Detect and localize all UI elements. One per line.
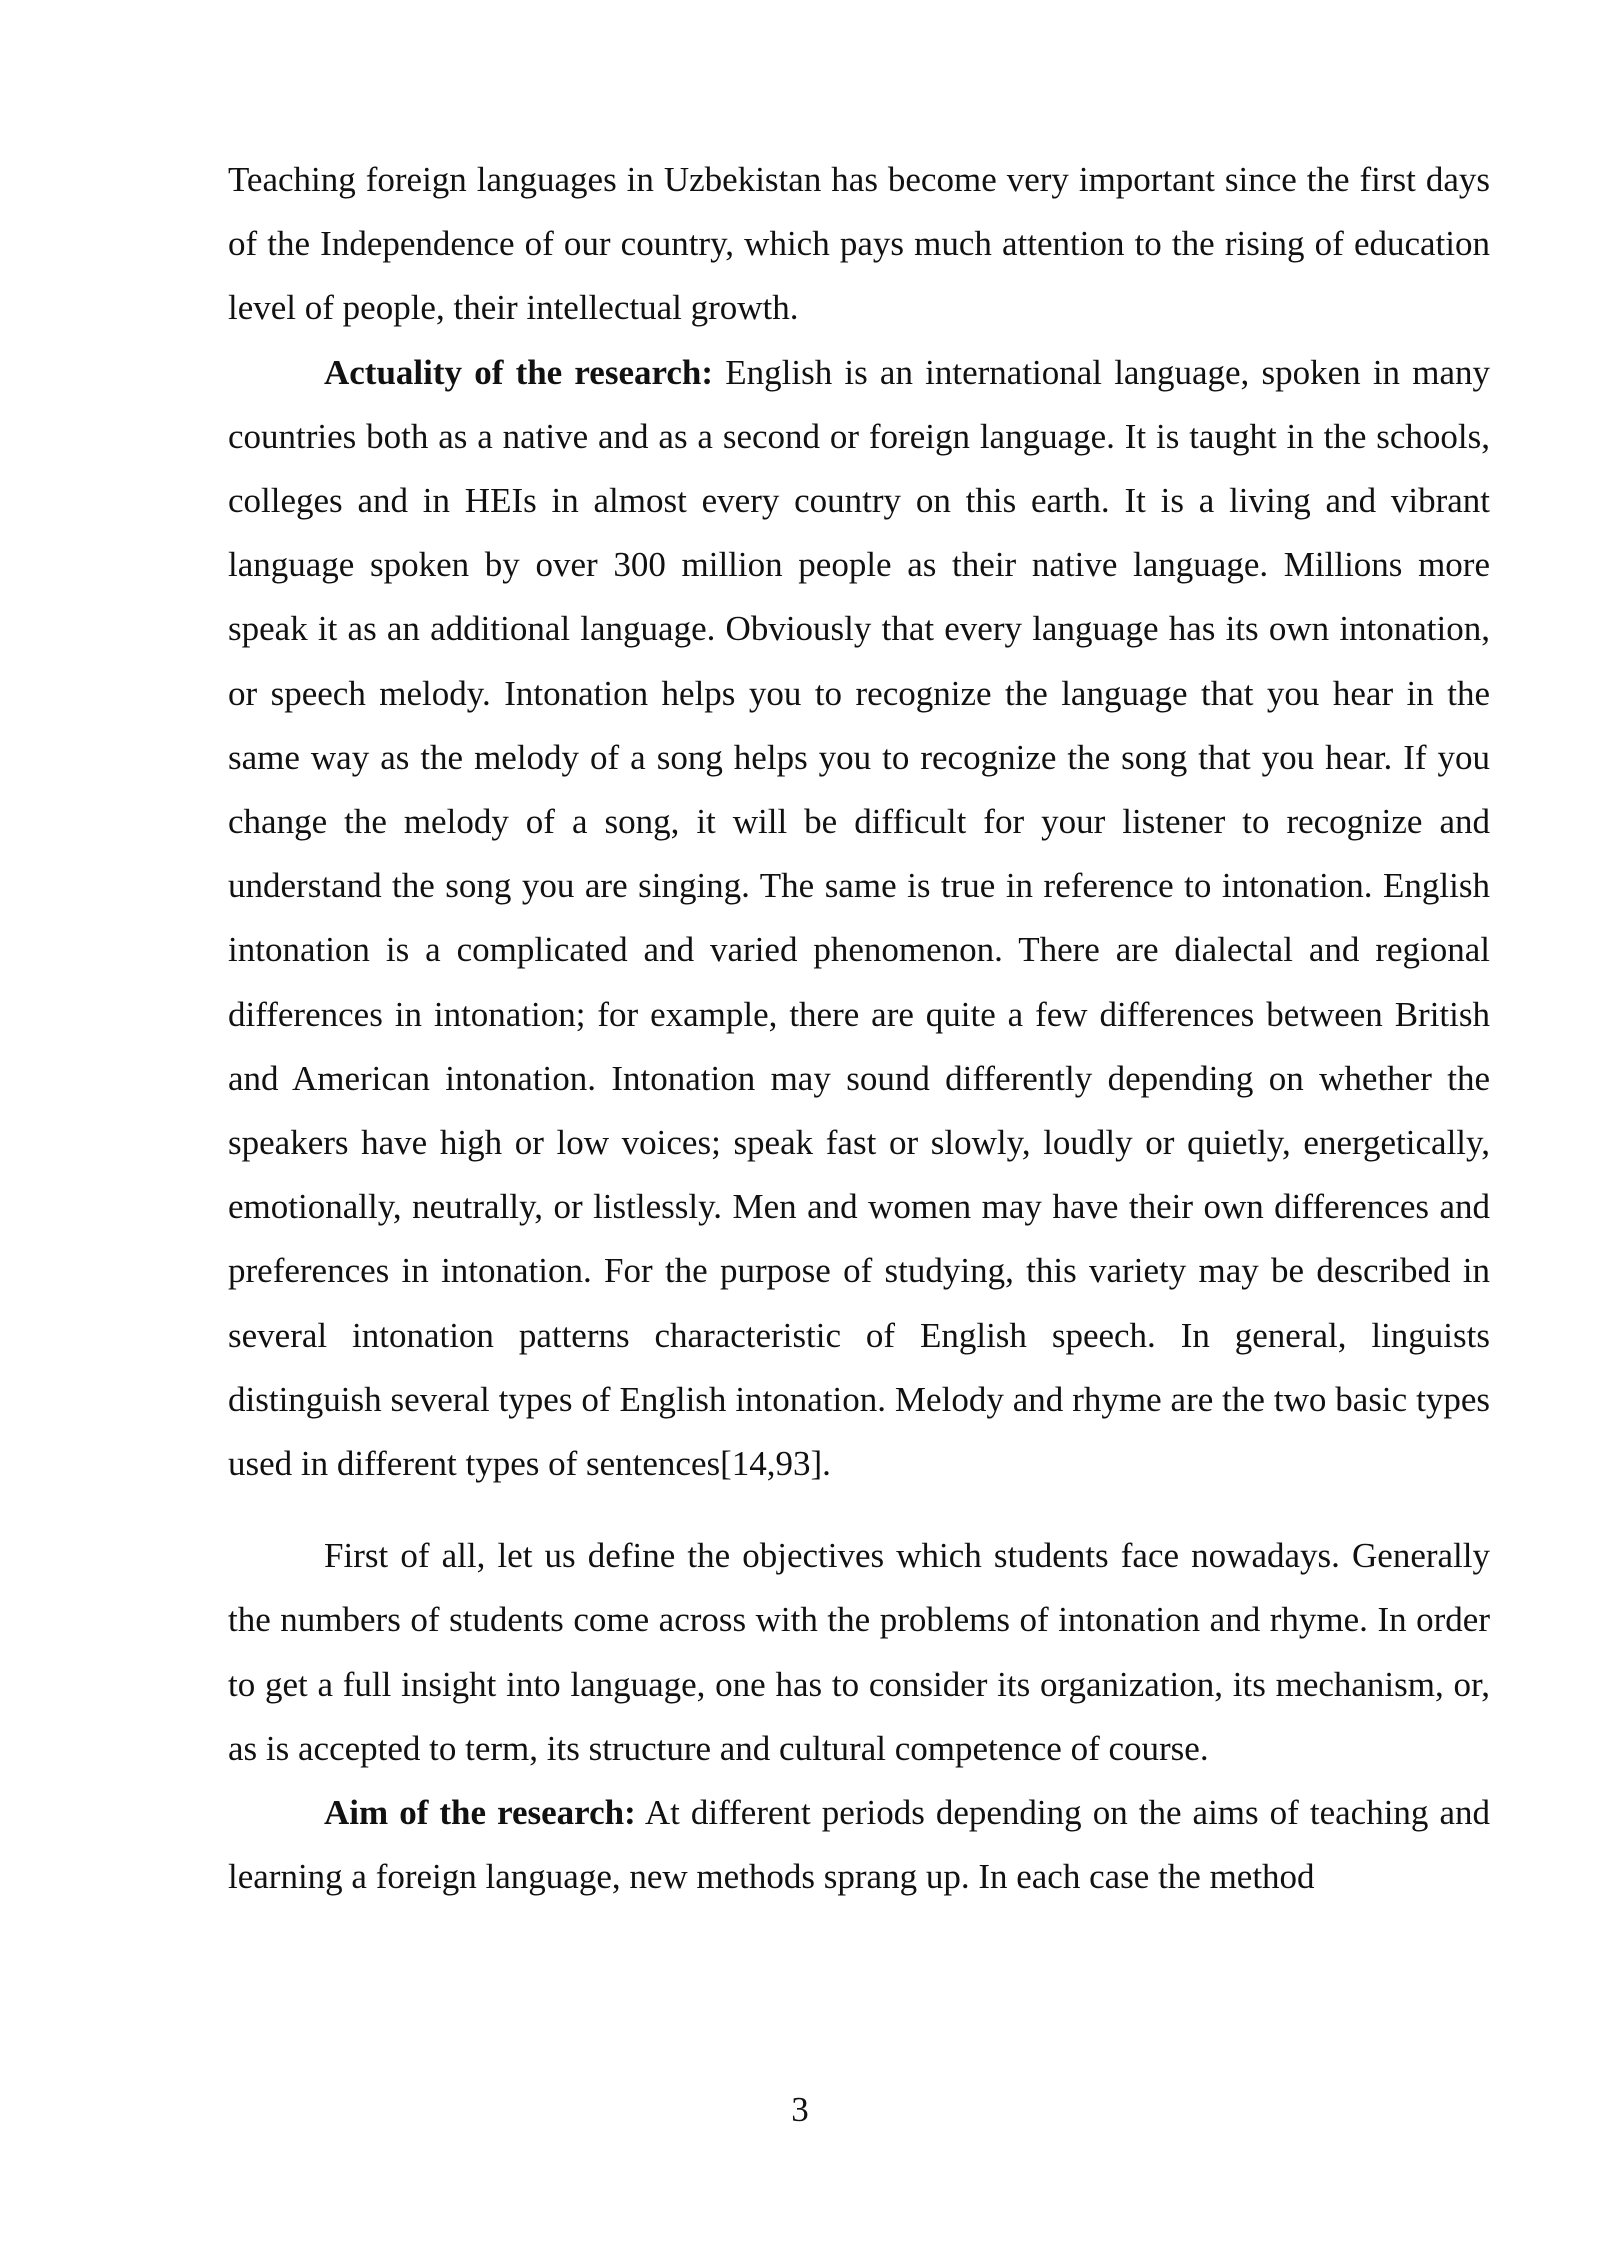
paragraph-intro: [228, 148, 1490, 341]
paragraph-actuality: [228, 341, 1490, 1497]
paragraph-text: First of all, let us define the objectives which students face nowadays. Generally the numbers of students come across with the problems of intonation and rhyme. In order to get a full insight into language, one has to consider its organization, its mechanism, or, as is accepted to term, its structure and cultural competence of course.: [228, 1536, 1490, 1768]
paragraph-text: At different periods depending on the aims of teaching and learning a foreign language, new methods sprang up. In each case the method: [228, 1793, 1490, 1897]
paragraph-text: English is an international language, spoken in many countries both as a native and as a second or foreign language. It is taught in the schools, colleges and in HEIs in almost every country on this earth. It is a living and vibrant language spoken by over 300 million people as their native language. Millions more speak it as an additional language. Obviously that every language has its own intonation, or speech melody. Intonation helps you to recognize the language that you hear in the same way as the melody of a song helps you to recognize the song that you hear. If you change the melody of a song, it will be difficult for your listener to recognize and understand the song you are singing. The same is true in reference to intonation. English intonation is a complicated and varied phenomenon. There are dialectal and regional differences in intonation; for example, there are quite a few differences between British and American intonation. Intonation may sound differently depending on whether the speakers have high or low voices; speak fast or slowly, loudly or quietly, energetically, emotionally, neutrally, or listlessly. Men and women may have their own differences and preferences in intonation. For the purpose of studying, this variety may be described in several intonation patterns characteristic of English speech. In general, linguists distinguish several types of English intonation. Melody and rhyme are the two basic types used in different types of sentences[14,93].: [228, 352, 1490, 1484]
paragraph-objectives: [228, 1524, 1490, 1781]
body-text: [228, 148, 1490, 1909]
paragraph-spacer: [228, 1496, 1490, 1524]
page-number: 3: [791, 2090, 809, 2129]
paragraph-aim: [228, 1781, 1490, 1909]
section-heading-actuality: Actuality of the research:: [324, 352, 714, 392]
section-heading-aim: Aim of the research:: [324, 1793, 636, 1833]
paragraph-text: Teaching foreign languages in Uzbekistan has become very important since the first days of the Independence of our country, which pays much attention to the rising of education level of people, their intellectual growth.: [228, 160, 1490, 328]
